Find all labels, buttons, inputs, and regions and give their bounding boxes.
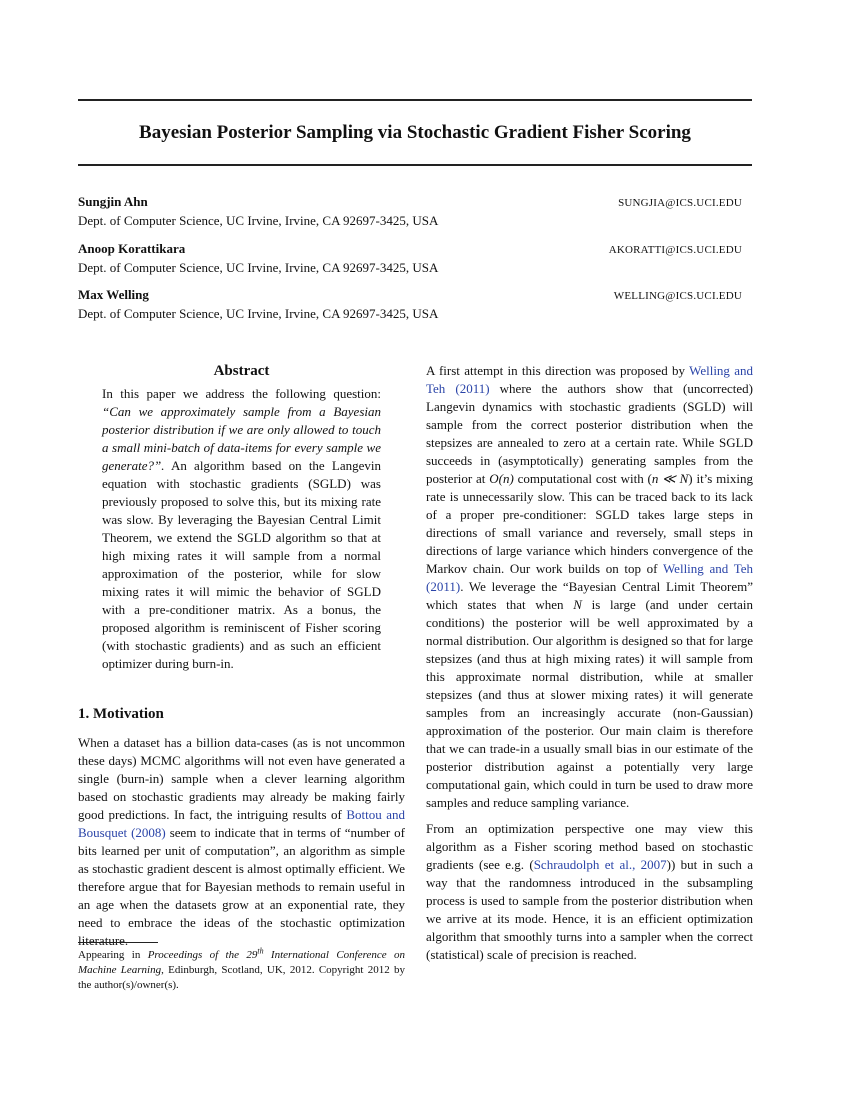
text-span: . We leverage the “Bayesian Central Limit Theorem” which states that when [426, 579, 753, 612]
citation-link[interactable]: Schraudolph et al., 2007 [533, 857, 667, 872]
text-span: A first attempt in this direction was proposed by [426, 363, 690, 378]
citation-link[interactable]: Bottou and Bousquet (2008) [78, 807, 405, 840]
math-expression: O(n) [489, 471, 514, 486]
title-bottom-rule [78, 164, 752, 166]
motivation-body [78, 734, 405, 950]
abstract-intro: In this paper we address the following question: [102, 386, 381, 401]
citation-link[interactable]: Welling and Teh (2011) [426, 561, 753, 594]
text-span: From an optimization perspective one may view this algorithm as a Fisher scoring method based on stochastic gradients (see e.g. ( [426, 821, 753, 872]
footnote [78, 948, 405, 993]
abstract-text: An algorithm based on the Langevin equation with stochastic gradients (SGLD) was previously proposed to solve this, but its mixing rate was slow. By leveraging the Bayesian Central Limit Theorem, we extend the SGLD algorithm so that at high mixing rates it will sample from a normal approximation of the posterior, while for slow mixing rates it will mimic the behavior of SGLD with a pre-conditioner matrix. As a bonus, the proposed algorithm is reminiscent of Fisher scoring (with stochastic gradients) and as such an efficient optimizer during burn-in. [102, 458, 381, 671]
author-email: AKORATTI@ICS.UCI.EDU [608, 244, 742, 256]
author-affiliation: Dept. of Computer Science, UC Irvine, Irvine, CA 92697-3425, USA [78, 306, 439, 321]
text-span: , Edinburgh, Scotland, UK, 2012. Copyright 2012 by the author(s)/owner(s). [78, 964, 406, 991]
author-name: Anoop Korattikara [78, 241, 186, 256]
citation-link[interactable]: Welling and Teh (2011) [426, 363, 754, 396]
author-email: WELLING@ICS.UCI.EDU [613, 290, 742, 302]
text-span: Appearing in [78, 949, 148, 961]
section-heading-motivation: 1. Motivation [78, 706, 164, 722]
paragraph [426, 820, 753, 964]
text-span: )) but in such a way that the randomness introduced in the subsampling process is used to sample from the posterior distribution when we arrive at its mode. Hence, it is an efficient optimization algorithm that smoothly turns into a sampler when the correct (statistical) scale of precision is reached. [426, 857, 753, 962]
author-name: Max Welling [78, 287, 149, 302]
author-name: Sungjin Ahn [78, 194, 148, 209]
venue-text: International Conference on Machine Learning [78, 949, 405, 976]
text-span: where the authors show that (uncorrected) Langevin dynamics with stochastic gradients (SGLD) will sample from the correct posterior distribution when the stepsizes are annealed to zero at a certain rate. While SGLD succeeds in (asymptotically) generating samples from the posterior at [426, 381, 753, 486]
author-email: SUNGJIA@ICS.UCI.EDU [618, 197, 742, 209]
text-span: is large (and under certain conditions) the posterior will be well approximated by a normal distribution. Our algorithm is designed so that for large stepsizes (and thus at high mixing rates) it will sample from this approximate normal distribution, while at smaller stepsizes (and thus at slower mixing rates) it will generate samples from an increasingly accurate (non-Gaussian) approximation of the posterior. Our main claim is therefore that we can trade-in a usually small bias in our estimate of the posterior distribution against a potentially very large computational gain, which could in turn be used to draw more samples and reduce sampling variance. [426, 597, 753, 810]
venue-text: Proceedings of the 29 [147, 949, 258, 961]
abstract-heading: Abstract [213, 363, 270, 379]
footnote-rule [78, 942, 158, 943]
text-span: computational cost with ( [513, 471, 652, 486]
text-span: ) it’s mixing rate is unnecessarily slow. This can be traced back to its lack of a proper pre-conditioner: SGLD takes large steps in directions of small variance and reversely, small steps in directions of large variance which hinders convergence of the Markov chain. Our work builds on top of [426, 471, 754, 576]
top-rule [78, 99, 752, 101]
paragraph [78, 734, 405, 950]
text-span: When a dataset has a billion data-cases (as is not uncommon these days) MCMC algorithms will not even have generated a single (burn-in) sample when a clever learning algorithm based on stochastic gradients may already be making fairly good predictions. In fact, the intriguing results of [78, 735, 405, 822]
superscript: th [257, 946, 264, 956]
math-expression: n ≪ N [651, 471, 689, 486]
paragraph [426, 362, 753, 812]
abstract-question: “Can we approximately sample from a Bayesian posterior distribution if we are only allowed to touch a small mini-batch of data-items for every sample we generate?”. [102, 404, 381, 473]
paper-title: Bayesian Posterior Sampling via Stochastic Gradient Fisher Scoring [139, 122, 691, 143]
author-affiliation: Dept. of Computer Science, UC Irvine, Irvine, CA 92697-3425, USA [78, 213, 439, 228]
math-expression: N [573, 597, 582, 612]
text-span: seem to indicate that in terms of “number of bits learned per unit of computation”, an algorithm as simple as stochastic gradient descent is almost optimally efficient. We therefore argue that for Bayesian methods to remain useful in an age when the datasets grow at an exponential rate, they need to embrace the ideas of the stochastic optimization literature. [78, 825, 405, 948]
author-affiliation: Dept. of Computer Science, UC Irvine, Irvine, CA 92697-3425, USA [78, 260, 439, 275]
abstract-body [102, 385, 381, 673]
right-column [426, 362, 753, 964]
